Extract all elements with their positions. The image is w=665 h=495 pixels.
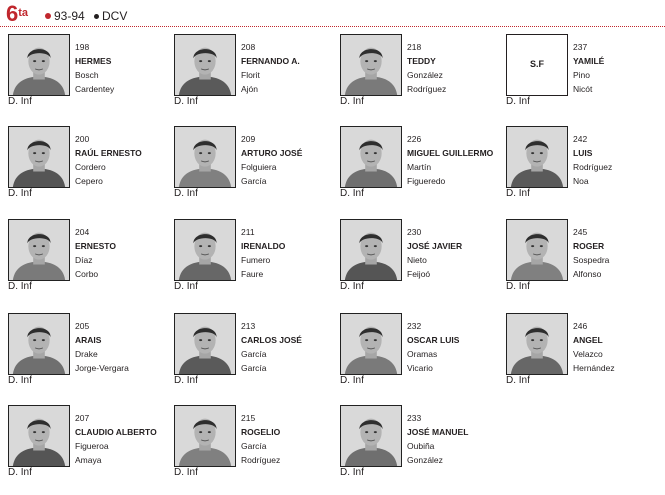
photo-caption: D. Inf <box>174 96 198 107</box>
student-second-surname: Nicót <box>573 84 593 94</box>
photo-caption: D. Inf <box>8 281 32 292</box>
student-first-name: TEDDY <box>407 56 436 66</box>
student-first-surname: Pino <box>573 70 591 80</box>
student-photo <box>174 313 236 375</box>
student-first-surname: Figueroa <box>75 441 109 451</box>
photo-caption: D. Inf <box>506 96 530 107</box>
student-number: 200 <box>75 134 90 144</box>
student-first-name: OSCAR LUIS <box>407 335 460 345</box>
photo-caption: D. Inf <box>8 96 32 107</box>
student-photo <box>8 313 70 375</box>
student-photo <box>8 405 70 467</box>
student-second-surname: Ajón <box>241 84 259 94</box>
student-card <box>8 405 158 495</box>
student-card <box>340 313 490 403</box>
student-first-name: YAMILÉ <box>573 56 605 66</box>
grade-superscript: ta <box>18 7 29 19</box>
portrait-icon <box>341 406 401 466</box>
year-tag <box>45 9 85 23</box>
student-number: 215 <box>241 413 256 423</box>
student-first-surname: Drake <box>75 349 98 359</box>
dcv-tag <box>94 9 127 23</box>
portrait-icon <box>9 406 69 466</box>
student-first-name: JOSÉ JAVIER <box>407 241 463 251</box>
portrait-icon <box>341 35 401 95</box>
photo-caption: D. Inf <box>340 281 364 292</box>
student-card <box>340 34 490 124</box>
student-number: 226 <box>407 134 422 144</box>
student-number: 211 <box>241 227 255 237</box>
student-second-surname: García <box>241 176 267 186</box>
portrait-icon <box>507 220 567 280</box>
student-first-name: ERNESTO <box>75 241 116 251</box>
portrait-icon <box>175 314 235 374</box>
portrait-icon <box>175 127 235 187</box>
student-first-surname: Velazco <box>573 349 603 359</box>
student-photo <box>506 126 568 188</box>
portrait-icon <box>507 127 567 187</box>
student-second-surname: Amaya <box>75 455 102 465</box>
student-card <box>506 313 656 403</box>
student-number: 246 <box>573 321 588 331</box>
student-second-surname: Corbo <box>75 269 99 279</box>
student-number: 232 <box>407 321 422 331</box>
student-number: 213 <box>241 321 256 331</box>
photo-caption: D. Inf <box>506 188 530 199</box>
photo-caption: D. Inf <box>340 96 364 107</box>
portrait-icon <box>9 35 69 95</box>
student-second-surname: Cepero <box>75 176 103 186</box>
student-first-name: HERMES <box>75 56 112 66</box>
student-photo <box>8 219 70 281</box>
portrait-icon <box>175 35 235 95</box>
student-first-name: CLAUDIO ALBERTO <box>75 427 157 437</box>
student-card <box>174 405 324 495</box>
student-first-surname: Fumero <box>241 255 271 265</box>
student-card <box>506 219 656 309</box>
year-text: 93-94 <box>54 9 85 23</box>
student-first-name: LUIS <box>573 148 593 158</box>
photo-caption: D. Inf <box>506 281 530 292</box>
student-first-name: FERNANDO A. <box>241 56 300 66</box>
portrait-icon <box>341 314 401 374</box>
student-second-surname: Hernández <box>573 363 615 373</box>
photo-caption: D. Inf <box>174 467 198 478</box>
student-number: 207 <box>75 413 90 423</box>
student-number: 242 <box>573 134 588 144</box>
student-first-name: JOSÉ MANUEL <box>407 427 469 437</box>
student-photo <box>174 34 236 96</box>
student-photo <box>340 34 402 96</box>
header-divider <box>0 26 665 27</box>
student-second-surname: Rodríguez <box>407 84 447 94</box>
student-photo <box>506 219 568 281</box>
student-first-surname: García <box>241 441 267 451</box>
student-second-surname: Noa <box>573 176 589 186</box>
student-number: 233 <box>407 413 422 423</box>
student-first-name: ARAIS <box>75 335 102 345</box>
portrait-icon <box>175 220 235 280</box>
student-photo <box>174 405 236 467</box>
student-first-name: ROGELIO <box>241 427 281 437</box>
student-photo <box>340 313 402 375</box>
student-first-surname: Rodríguez <box>573 162 613 172</box>
bullet-dot-icon <box>94 14 99 19</box>
student-photo <box>8 34 70 96</box>
student-number: 245 <box>573 227 588 237</box>
student-number: 204 <box>75 227 90 237</box>
photo-caption: D. Inf <box>340 375 364 386</box>
student-second-surname: Figueredo <box>407 176 446 186</box>
photo-caption: D. Inf <box>340 188 364 199</box>
student-first-surname: Bosch <box>75 70 99 80</box>
student-first-name: RAÚL ERNESTO <box>75 148 142 158</box>
portrait-icon <box>9 314 69 374</box>
student-card <box>506 126 656 216</box>
grade-number: 6 <box>6 1 19 26</box>
student-card <box>8 313 158 403</box>
student-card <box>340 219 490 309</box>
student-first-surname: Oubiña <box>407 441 435 451</box>
student-second-surname: Cardentey <box>75 84 115 94</box>
student-first-surname: Martín <box>407 162 432 172</box>
no-photo-placeholder <box>506 34 568 96</box>
student-card <box>8 219 158 309</box>
student-first-surname: Florit <box>241 70 260 80</box>
student-card <box>8 34 158 124</box>
photo-caption: D. Inf <box>8 188 32 199</box>
student-number: 208 <box>241 42 256 52</box>
student-second-surname: Rodríguez <box>241 455 281 465</box>
student-card <box>8 126 158 216</box>
page-header <box>0 0 665 30</box>
student-first-surname: Díaz <box>75 255 93 265</box>
student-card <box>340 405 490 495</box>
student-second-surname: García <box>241 363 267 373</box>
student-number: 237 <box>573 42 588 52</box>
student-number: 218 <box>407 42 422 52</box>
photo-caption: D. Inf <box>8 467 32 478</box>
student-card <box>174 219 324 309</box>
student-card <box>506 34 656 124</box>
student-card <box>340 126 494 216</box>
student-photo <box>174 126 236 188</box>
student-first-name: MIGUEL GUILLERMO <box>407 148 494 158</box>
student-number: 209 <box>241 134 256 144</box>
student-first-name: CARLOS JOSÉ <box>241 335 302 345</box>
student-photo <box>174 219 236 281</box>
student-photo <box>340 405 402 467</box>
student-number: 198 <box>75 42 90 52</box>
student-first-name: ARTURO JOSÉ <box>241 148 303 158</box>
student-first-name: ROGER <box>573 241 605 251</box>
student-second-surname: Feijoó <box>407 269 431 279</box>
student-first-surname: García <box>241 349 267 359</box>
grade-label <box>6 2 28 26</box>
portrait-icon <box>175 406 235 466</box>
photo-caption: D. Inf <box>174 188 198 199</box>
student-first-surname: Nieto <box>407 255 427 265</box>
portrait-icon <box>341 220 401 280</box>
bullet-dot-icon <box>45 13 51 19</box>
student-photo <box>340 219 402 281</box>
portrait-icon <box>507 314 567 374</box>
student-card <box>174 313 324 403</box>
student-first-surname: Cordero <box>75 162 106 172</box>
portrait-icon <box>341 127 401 187</box>
no-photo-label: S.F <box>529 59 544 69</box>
student-first-surname: Oramas <box>407 349 438 359</box>
student-number: 205 <box>75 321 90 331</box>
photo-caption: D. Inf <box>506 375 530 386</box>
student-first-surname: Sospedra <box>573 255 610 265</box>
portrait-icon <box>9 127 69 187</box>
photo-caption: D. Inf <box>340 467 364 478</box>
student-second-surname: González <box>407 455 443 465</box>
student-photo <box>506 313 568 375</box>
student-second-surname: Alfonso <box>573 269 602 279</box>
student-photo <box>8 126 70 188</box>
photo-caption: D. Inf <box>8 375 32 386</box>
student-second-surname: Vicario <box>407 363 433 373</box>
student-card <box>174 34 324 124</box>
photo-caption: D. Inf <box>174 375 198 386</box>
student-card <box>174 126 324 216</box>
student-photo <box>340 126 402 188</box>
portrait-icon <box>9 220 69 280</box>
student-number: 230 <box>407 227 422 237</box>
student-first-name: IRENALDO <box>241 241 286 251</box>
student-second-surname: Faure <box>241 269 264 279</box>
dcv-text: DCV <box>102 9 128 23</box>
student-second-surname: Jorge-Vergara <box>75 363 129 373</box>
student-first-surname: Folguiera <box>241 162 277 172</box>
student-first-surname: González <box>407 70 443 80</box>
student-first-name: ANGEL <box>573 335 603 345</box>
photo-caption: D. Inf <box>174 281 198 292</box>
